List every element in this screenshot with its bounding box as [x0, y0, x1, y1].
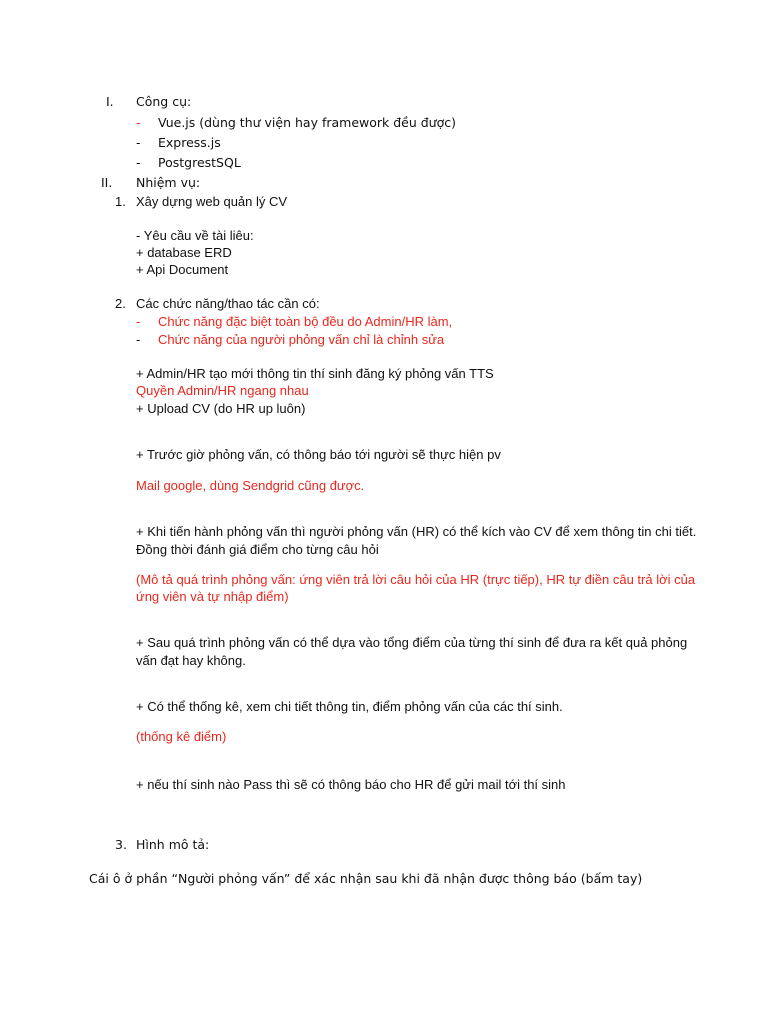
tool-bullet: - [136, 115, 141, 130]
feature-before-interview: + Trước giờ phỏng vấn, có thông báo tới người sẽ thực hiện pv [136, 447, 501, 462]
feature-during-note-line2: ứng viên và tự nhập điểm) [136, 589, 289, 604]
item-3-number: 3. [115, 837, 127, 852]
feature-upload-cv: + Upload CV (do HR up luôn) [136, 401, 306, 416]
function-note-admin: Chức năng đặc biệt toàn bộ đều do Admin/HR làm, [158, 314, 453, 329]
tool-item-express: Express.js [158, 135, 221, 150]
tool-bullet: - [136, 135, 141, 150]
feature-admin-note: Quyền Admin/HR ngang nhau [136, 383, 309, 398]
item-1-title: Xây dựng web quản lý CV [136, 194, 288, 209]
item-1-number: 1. [115, 194, 126, 209]
feature-after-interview-line1: + Sau quá trình phỏng vấn có thể dựa vào tổng điểm của từng thí sinh để đưa ra kết quả phỏng [136, 635, 688, 650]
item-3-title: Hình mô tả: [136, 837, 210, 852]
item-2-number: 2. [115, 296, 126, 311]
feature-pass-notification: + nếu thí sinh nào Pass thì sẽ có thông báo cho HR để gửi mail tới thí sinh [136, 777, 566, 792]
feature-during-note-line1: (Mô tả quá trình phỏng vấn: ứng viên trả lời câu hỏi của HR (trực tiếp), HR tự điền câu trả lời của [136, 572, 696, 587]
footer-note: Cái ô ở phần “Người phỏng vấn” để xác nhận sau khi đã nhận được thông báo (bấm tay) [89, 871, 643, 886]
function-bullet: - [136, 332, 141, 347]
doc-requirement-api: + Api Document [136, 262, 229, 277]
feature-statistics: + Có thể thống kê, xem chi tiết thông tin, điểm phỏng vấn của các thí sinh. [136, 699, 563, 714]
function-note-interviewer: Chức năng của người phỏng vấn chỉ là chỉnh sửa [158, 332, 445, 347]
doc-requirements-heading: - Yêu cầu về tài liêu: [136, 228, 254, 243]
section-2-title: Nhiệm vụ: [136, 175, 201, 190]
feature-during-interview-line2: Đồng thời đánh giá điểm cho từng câu hỏi [136, 542, 379, 557]
feature-before-note: Mail google, dùng Sendgrid cũng được. [136, 478, 365, 493]
section-1-number: I. [106, 94, 114, 109]
feature-after-interview-line2: vấn đạt hay không. [136, 653, 246, 668]
feature-statistics-note: (thống kê điểm) [136, 729, 227, 744]
feature-admin-create: + Admin/HR tạo mới thông tin thí sinh đăng ký phỏng vấn TTS [136, 366, 494, 381]
doc-requirement-erd: + database ERD [136, 245, 232, 260]
tool-item-postgres: PostgrestSQL [158, 155, 241, 170]
tool-item-vue: Vue.js (dùng thư viện hay framework đều được) [158, 115, 457, 130]
function-bullet: - [136, 314, 141, 329]
tool-bullet: - [136, 155, 141, 170]
feature-during-interview-line1: + Khi tiến hành phỏng vấn thì người phỏng vấn (HR) có thể kích vào CV để xem thông tin chi tiết. [136, 524, 697, 539]
item-2-title: Các chức năng/thao tác cần có: [136, 296, 320, 311]
section-2-number: II. [101, 175, 113, 190]
section-1-title: Công cụ: [136, 94, 192, 109]
